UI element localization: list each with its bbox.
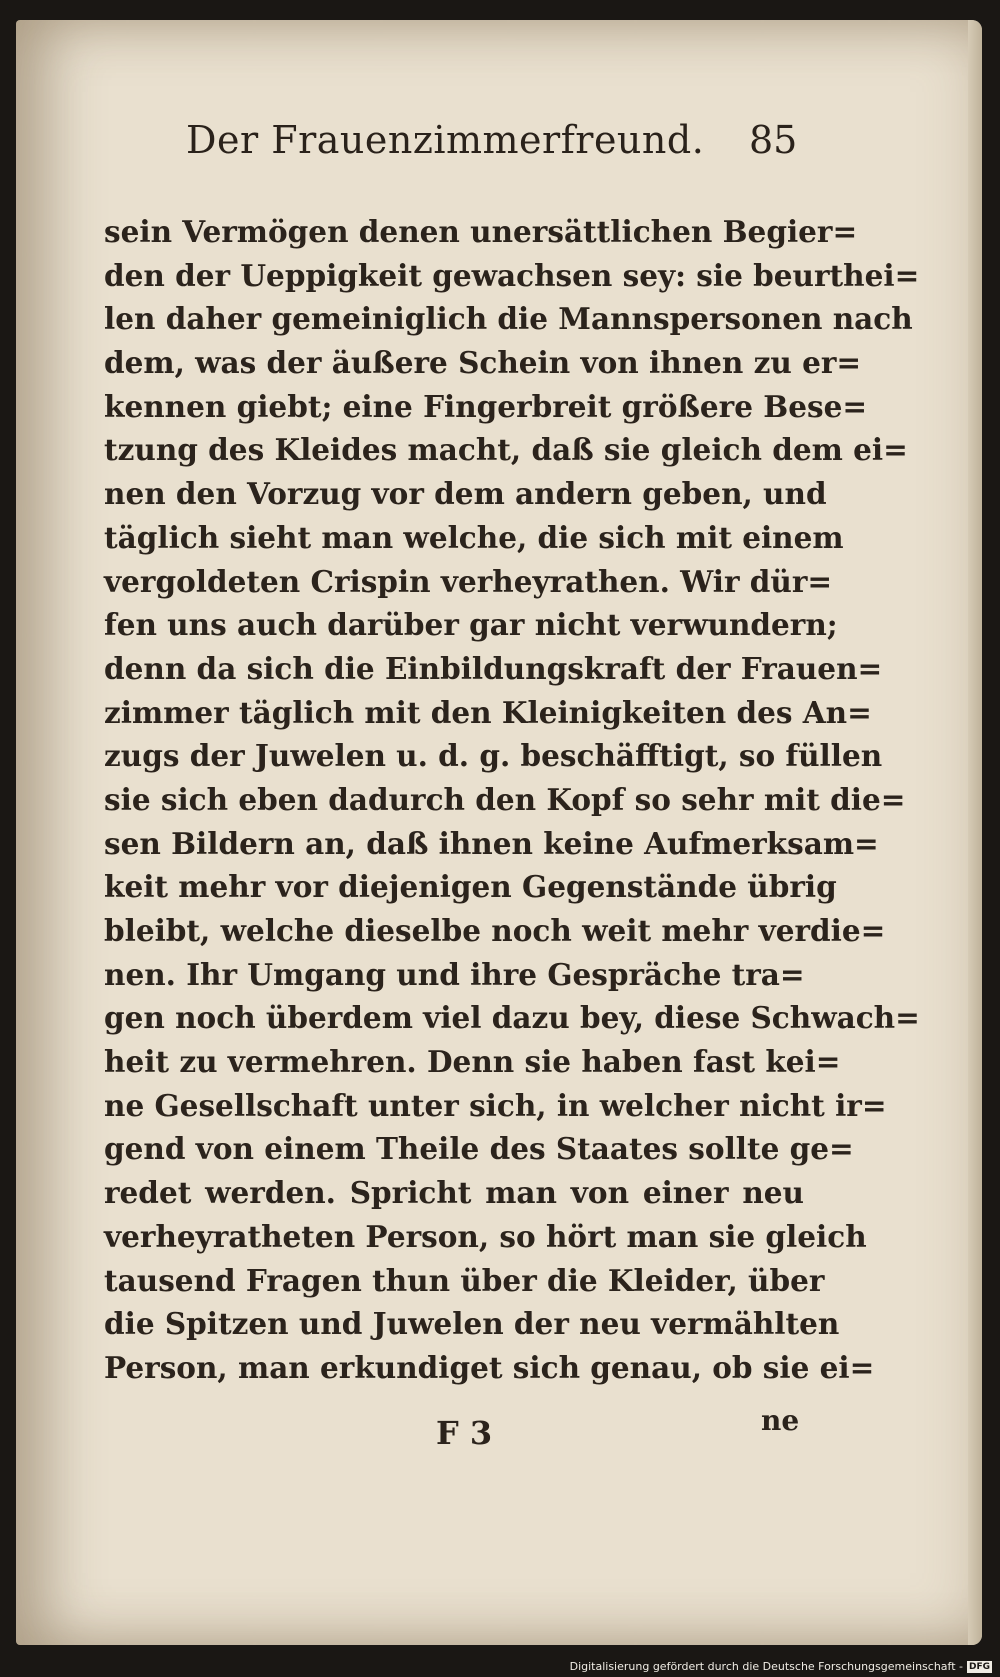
text-line: zugs der Juwelen u. d. g. beschäfftigt, so füllen <box>104 738 883 774</box>
text-line: redet werden. Spricht man von einer neu <box>104 1175 804 1211</box>
text-line: bleibt, welche dieselbe noch weit mehr verdie= <box>104 913 886 948</box>
page-edge <box>968 20 982 1645</box>
running-head-title: Der Frauenzimmerfreund. <box>186 118 705 162</box>
text-line: sie sich eben dadurch den Kopf so sehr mit die= <box>104 781 906 817</box>
catchword: ne <box>761 1404 800 1437</box>
digitization-note: Digitalisierung gefördert durch die Deutsche Forschungsgemeinschaft - <box>569 1660 963 1673</box>
text-line: nen den Vorzug vor dem andern geben, und <box>104 476 827 512</box>
text-line: verheyratheten Person, so hört man sie gleich <box>104 1218 867 1254</box>
text-line: kennen giebt; eine Fingerbreit größere Bese= <box>104 388 868 424</box>
text-line: ne Gesellschaft unter sich, in welcher nicht ir= <box>104 1087 887 1123</box>
body-text <box>104 210 920 1390</box>
digitization-credit <box>570 1660 992 1673</box>
text-line: sen Bildern an, daß ihnen keine Aufmerksam= <box>104 825 879 861</box>
text-line: fen uns auch darüber gar nicht verwundern; <box>104 607 838 643</box>
page-number: 85 <box>749 118 798 162</box>
text-line: len daher gemeiniglich die Mannspersonen nach <box>104 301 913 337</box>
text-line: Person, man erkundiget sich genau, ob sie ei= <box>104 1349 875 1385</box>
text-line: täglich sieht man welche, die sich mit einem <box>104 519 844 555</box>
text-line: den der Ueppigkeit gewachsen sey: sie beurthei= <box>104 257 920 293</box>
signature-mark: F 3 <box>436 1414 493 1452</box>
text-line: tzung des Kleides macht, daß sie gleich dem ei= <box>104 432 908 468</box>
text-line: tausend Fragen thun über die Kleider, über <box>104 1262 825 1298</box>
text-line: zimmer täglich mit den Kleinigkeiten des An= <box>104 694 872 730</box>
text-line: denn da sich die Einbildungskraft der Frauen= <box>104 650 883 686</box>
text-line: dem, was der äußere Schein von ihnen zu er= <box>104 345 862 381</box>
book-page <box>16 20 982 1645</box>
text-line: die Spitzen und Juwelen der neu vermählten <box>104 1306 840 1342</box>
text-line: gend von einem Theile des Staates sollte ge= <box>104 1131 854 1167</box>
text-line: nen. Ihr Umgang und ihre Gespräche tra= <box>104 956 805 992</box>
text-line: heit zu vermehren. Denn sie haben fast kei= <box>104 1044 841 1080</box>
text-line: vergoldeten Crispin verheyrathen. Wir dür= <box>104 563 833 599</box>
text-line: sein Vermögen denen unersättlichen Begier= <box>104 214 858 249</box>
text-line: keit mehr vor diejenigen Gegenstände übrig <box>104 869 837 905</box>
text-line: gen noch überdem viel dazu bey, diese Schwach= <box>104 1000 920 1036</box>
dfg-logo: DFG <box>968 1661 990 1672</box>
